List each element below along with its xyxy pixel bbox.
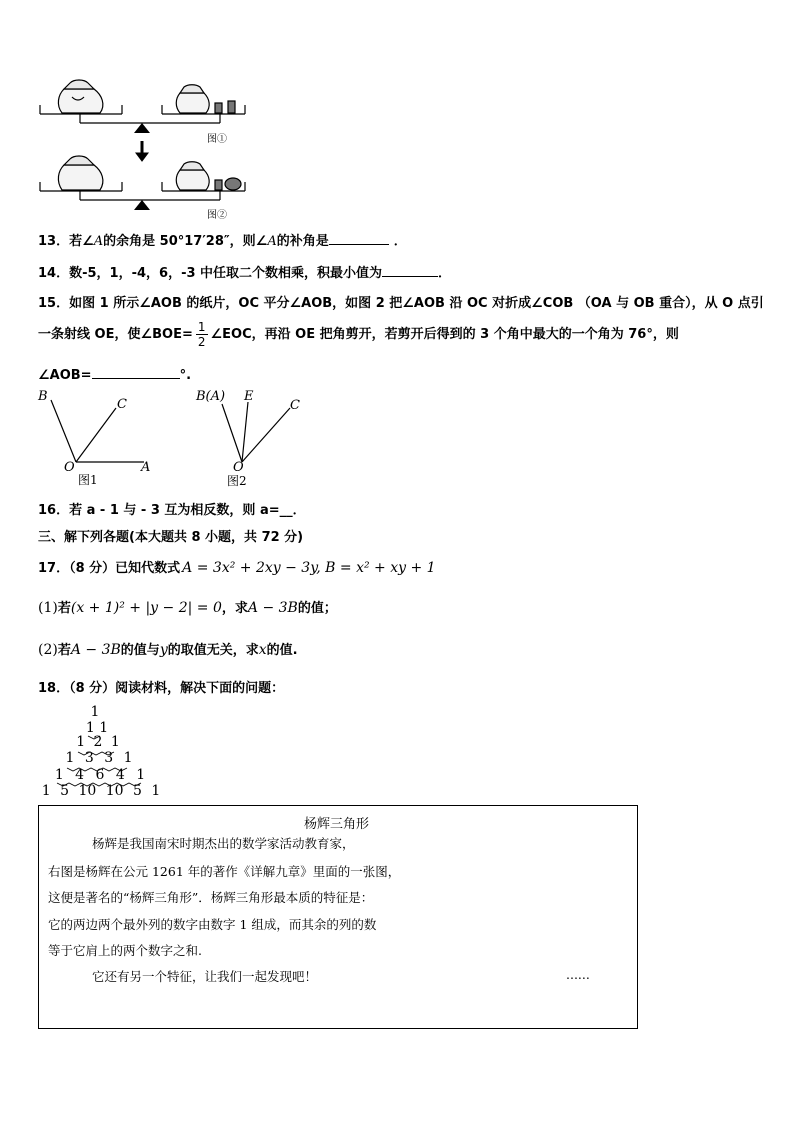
fulcrum-triangle-2 <box>134 200 150 210</box>
label-e: E <box>244 389 254 404</box>
down-arrow-icon <box>136 141 148 161</box>
answer-blank[interactable] <box>329 232 389 245</box>
triangle-row-4: 1 3 3 1 <box>65 750 133 766</box>
fig1-label: 图① <box>207 134 227 145</box>
box-line-2: 右图是杨辉在公元 1261 年的著作《详解九章》里面的一张图， <box>48 864 401 879</box>
question-15-line1: 15．如图 1 所示∠AOB 的纸片，OC 平分∠AOB，如图 2 把∠AOB 沿 OC 对折成∠COB （OA 与 OB 重合），从 O 点引 <box>38 296 764 311</box>
question-17-head: 17．（8 分）已知代数式 A = 3x² + 2xy − 3y, B = x² + xy + 1 <box>38 560 436 576</box>
question-15-line3: ∠AOB= °. <box>38 368 192 383</box>
balance-scale-1 <box>40 80 245 123</box>
fraction-half: $\frac{1}{2}$ <box>197 320 206 349</box>
question-17-part2: (2)若A − 3B的值与y的取值无关，求x的值. <box>38 642 298 658</box>
box-line-1: 杨辉是我国南宋时期杰出的数学家活动教育家， <box>92 836 355 851</box>
label-a: A <box>141 460 151 475</box>
triangle-row-3: 1 2 1 <box>76 734 120 750</box>
triangle-row-2: 1 1 <box>85 720 109 736</box>
section-3-title: 三、解下列各题(本大题共 8 小题，共 72 分) <box>38 530 304 545</box>
answer-blank[interactable] <box>382 264 438 277</box>
box-line-6: 它还有另一个特征，让我们一起发现吧！ <box>92 969 318 984</box>
label-c2: C <box>290 398 300 413</box>
box-title: 杨辉三角形 <box>304 817 370 832</box>
triangle-row-5: 1 4 6 4 1 <box>54 767 146 783</box>
box-line-4: 它的两边两个最外列的数字由数字 1 组成，而其余的列的数 <box>48 917 377 932</box>
fig2-label: 图② <box>207 210 227 221</box>
label-o2: O <box>233 460 244 475</box>
balance-scale-2 <box>40 156 245 200</box>
label-b: B <box>38 389 48 404</box>
triangle-row-1: 1 <box>90 704 100 720</box>
question-14: 14．数-5，1，-4，6，-3 中任取二个数相乘，积最小值为 ． <box>38 266 452 281</box>
figure-1-caption: 图1 <box>78 473 98 487</box>
box-line-3: 这便是著名的“杨辉三角形”．杨辉三角形最本质的特征是： <box>48 890 374 905</box>
fulcrum-triangle-1 <box>134 123 150 133</box>
triangle-row-6: 1 5 10 10 5 1 <box>41 783 161 799</box>
question-16: 16．若 a - 1 与 - 3 互为相反数，则 a=__． <box>38 503 306 518</box>
triangle-connectors <box>45 716 155 788</box>
question-15-line2: 一条射线 OE，使∠BOE= $\frac{1}{2}$ ∠EOC，再沿 OE 把角剪开，若剪开后得到的 3 个角中最大的一个角为 76°，则 <box>38 320 679 349</box>
box-ellipsis: ...... <box>566 967 590 982</box>
balance-scale-figure <box>30 75 270 220</box>
box-line-5: 等于它肩上的两个数字之和. <box>48 943 202 958</box>
question-17-part1: (1)若(x + 1)² + |y − 2| = 0，求A − 3B的值； <box>38 600 337 616</box>
question-18-head: 18．（8 分）阅读材料，解决下面的问题： <box>38 681 285 696</box>
label-o: O <box>64 460 75 475</box>
answer-blank[interactable] <box>92 366 180 379</box>
label-c: C <box>117 397 127 412</box>
question-13: 13．若∠A的余角是 50°17′28″，则∠A的补角是 ． <box>38 234 407 249</box>
figure-2-caption: 图2 <box>227 474 247 488</box>
label-ba: B(A) <box>196 389 226 404</box>
